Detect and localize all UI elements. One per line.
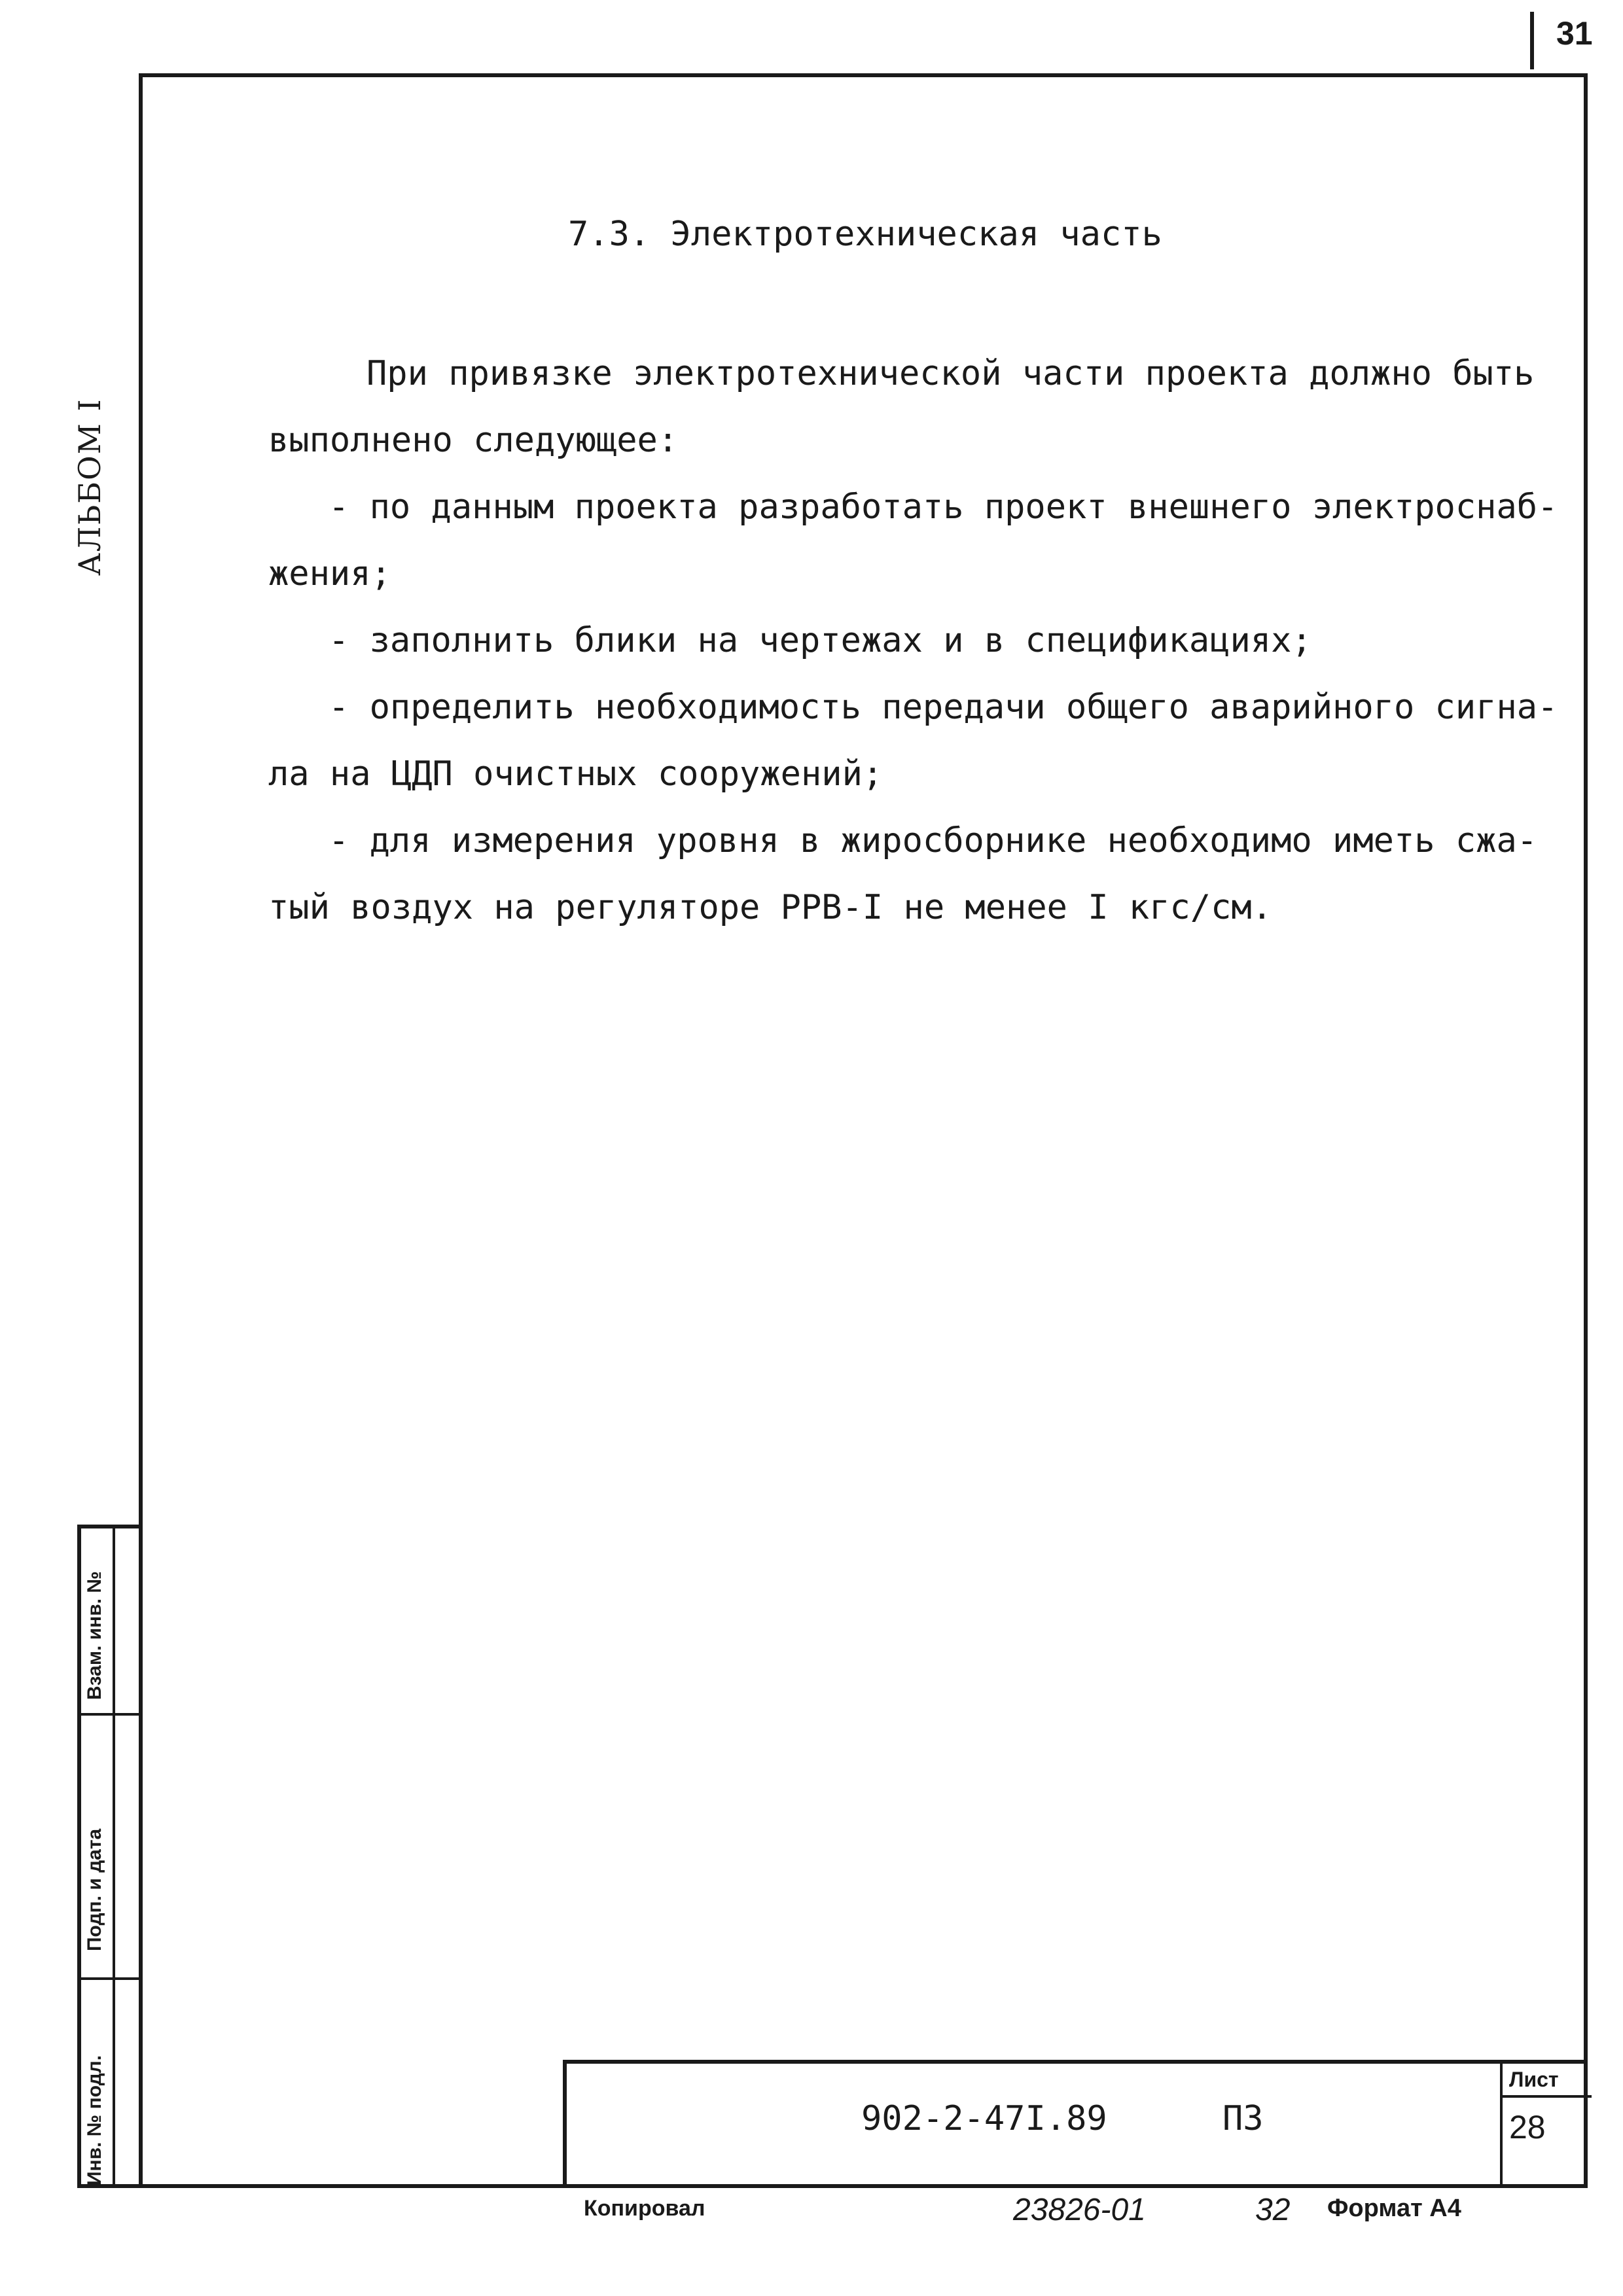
sheet-number: 28 [1509, 2109, 1546, 2146]
sheet-divider [1500, 2064, 1503, 2188]
title-block [563, 2060, 1588, 2188]
page-number-separator [1530, 12, 1534, 69]
document-code: 902-2-47I.89 [861, 2099, 1107, 2138]
body-text [268, 340, 1558, 941]
frame-top-border [139, 73, 1588, 77]
text-line: тый воздух на регуляторе РРВ-I не менее I кгс/см. [268, 888, 1273, 927]
copy-quantity: 32 [1255, 2193, 1291, 2227]
frame-right-border [1584, 73, 1588, 2188]
text-line: - определить необходимость передачи общего аварийного сигна- [329, 688, 1558, 727]
album-label: АЛЬБОМ I [72, 398, 107, 576]
text-line: - для измерения уровня в жиросборнике необходимо иметь сжа- [329, 821, 1538, 860]
left-stamp-table [77, 1525, 143, 2188]
text-line: - заполнить блики на чертежах и в спецификациях; [329, 621, 1312, 660]
document-type: ПЗ [1222, 2099, 1264, 2138]
left-table-row-divider [81, 1977, 143, 1980]
signature-date-label: Подп. и дата [84, 1828, 105, 1951]
format-label: Формат А4 [1327, 2195, 1461, 2222]
text-line: ла на ЦДП очистных сооружений; [268, 754, 883, 794]
section-title: 7.3. Электротехническая часть [568, 215, 1162, 254]
replacement-inventory-label: Взам. инв. № [84, 1571, 105, 1700]
page-number: 31 [1556, 15, 1593, 52]
text-line: выполнено следующее: [268, 421, 679, 460]
copied-by-label: Копировал [584, 2196, 705, 2221]
left-table-row-divider [81, 1713, 143, 1716]
sheet-header-divider [1500, 2095, 1592, 2098]
left-table-divider [113, 1528, 115, 2188]
original-inventory-label: Инв. № подл. [84, 2055, 105, 2185]
text-line: жения; [268, 554, 391, 593]
text-line: - по данным проекта разработать проект внешнего электроснаб- [329, 487, 1558, 527]
text-line: При привязке электротехнической части проекта должно быть [366, 354, 1535, 393]
sheet-label: Лист [1509, 2068, 1559, 2091]
order-number: 23826-01 [1013, 2193, 1146, 2227]
